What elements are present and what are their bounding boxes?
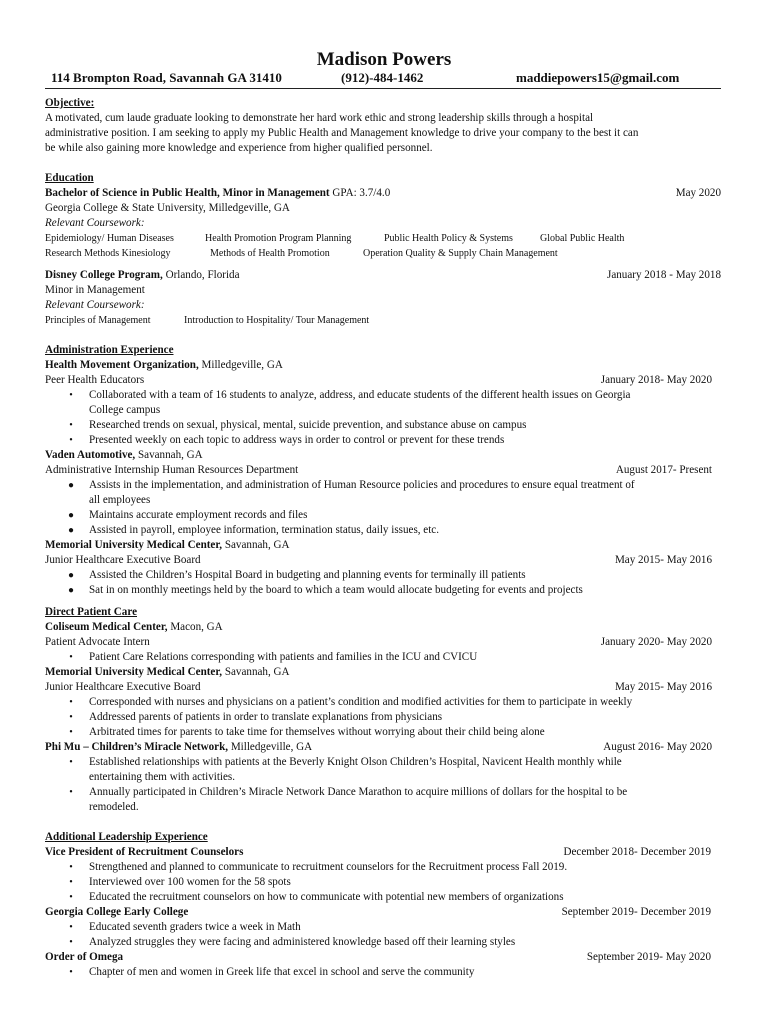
job-date: December 2018- December 2019 [563,846,711,858]
job-location: Savannah, GA [137,449,203,461]
job-header-row [45,905,721,920]
bullet-text: Assisted the Children’s Hospital Board in budgeting and planning events for terminally ill patients [89,569,526,581]
job-bullet-list [45,860,721,905]
job-bullet-item [45,568,721,583]
bullet-text: Sat in on monthly meetings held by the board to which a team would allocate budgeting for events and projects [89,584,583,596]
job-bullet-list [45,755,721,815]
objective-section [45,96,721,156]
bullet-text: Analyzed struggles they were facing and administered knowledge based off their learning styles [89,936,516,948]
job-organization: Vice President of Recruitment Counselors [45,846,244,858]
job-bullet-list [45,568,721,598]
program-minor: Minor in Management [45,284,145,296]
bullet-icon: ● [67,480,75,491]
bullet-text: Arbitrated times for parents to take time for themselves without worrying about their child being alone [89,726,545,738]
job-date: September 2019- May 2020 [586,951,711,963]
job-bullet-list [45,478,721,538]
job-date: August 2016- May 2020 [603,741,712,753]
job-bullet-list [45,650,721,665]
bullet-text: Presented weekly on each topic to address ways in order to control or prevent for these trends [89,434,505,446]
job-header-row [45,665,721,680]
objective-line: administrative position. I am seeking to apply my Public Health and Management knowledge to drive your company to the best it can [45,127,639,139]
bullet-text: Assisted in payroll, employee information, termination status, daily issues, etc. [89,524,440,536]
job-bullet-item [45,710,721,725]
contact-phone: (912)-484-1462 [341,70,424,85]
bullet-text: Educated seventh graders twice a week in Math [89,921,301,933]
degree-title: Bachelor of Science in Public Health, Minor in Management [45,187,330,199]
bullet-icon: • [69,967,73,978]
job-organization: Vaden Automotive, [45,449,136,461]
coursework-label: Relevant Coursework: [45,217,145,229]
job-bullet-item [45,523,721,538]
bullet-icon: • [69,877,73,888]
job-location: Macon, GA [170,621,223,633]
degree-date: May 2020 [675,187,721,199]
course-item: Epidemiology/ Human Diseases [45,233,174,244]
job-organization: Coliseum Medical Center, [45,621,168,633]
header-divider [45,88,721,89]
job-role: Peer Health Educators [45,374,145,386]
job-role: Junior Healthcare Executive Board [45,681,201,693]
bullet-text: Chapter of men and women in Greek life that excel in school and serve the community [89,966,475,978]
job-bullet-item [45,433,721,448]
applicant-name: Madison Powers [316,49,452,70]
direct-care-heading: Direct Patient Care [45,606,137,618]
job-date: August 2017- Present [615,464,712,476]
job-bullet-item [45,725,721,740]
job-role-row [45,373,721,388]
bullet-text: remodeled. [89,801,139,813]
education-heading: Education [45,172,94,184]
resume-body [45,96,721,980]
objective-line: be while also gaining more knowledge and experience from higher qualified personnel. [45,142,433,154]
bullet-text: Maintains accurate employment records and files [89,509,308,521]
job-bullet-item [45,785,721,815]
job-header-row [45,538,721,553]
bullet-text: Corresponded with nurses and physicians on a patient’s condition and modified activities for them to participate in weekly [89,696,633,708]
job-bullet-item [45,875,721,890]
education-program-row [45,268,721,283]
course-item: Operation Quality & Supply Chain Management [363,248,558,259]
program-location: Orlando, Florida [165,269,240,281]
job-header-row [45,448,721,463]
bullet-text: Collaborated with a team of 16 students to analyze, address, and educate students of the different health issues on Georgia [89,389,631,401]
contact-line [0,69,768,87]
coursework-row [45,246,721,261]
bullet-text: Annually participated in Children’s Miracle Network Dance Marathon to acquire millions of dollars for the hospital to be [89,786,628,798]
job-organization: Georgia College Early College [45,906,189,918]
job-header-row [45,950,721,965]
job-role-row [45,553,721,568]
bullet-text: Assists in the implementation, and administration of Human Resource policies and procedures to ensure equal treatment of [89,479,635,491]
bullet-icon: • [69,862,73,873]
coursework-label: Relevant Coursework: [45,299,145,311]
bullet-icon: • [69,937,73,948]
bullet-icon: • [69,787,73,798]
bullet-icon: • [69,435,73,446]
job-header-row [45,845,721,860]
job-bullet-item [45,755,721,785]
job-bullet-item [45,583,721,598]
job-role-row [45,680,721,695]
course-item: Principles of Management [45,315,151,326]
job-date: January 2020- May 2020 [600,636,712,648]
bullet-icon: • [69,757,73,768]
bullet-text: all employees [89,494,151,506]
contact-address: 114 Brompton Road, Savannah GA 31410 [51,70,282,85]
admin-experience-section [45,343,721,598]
job-bullet-item [45,650,721,665]
education-section [45,171,721,328]
bullet-icon: • [69,697,73,708]
objective-heading: Objective: [45,97,95,109]
job-bullet-item [45,388,721,418]
job-role-row [45,635,721,650]
job-location: Milledgeville, GA [201,359,283,371]
bullet-icon: ● [67,585,75,596]
bullet-text: entertaining them with activities. [89,771,236,783]
job-header-row [45,620,721,635]
job-location: Savannah, GA [224,666,290,678]
job-role: Patient Advocate Intern [45,636,150,648]
coursework-row [45,231,721,246]
job-bullet-list [45,388,721,448]
course-item: Global Public Health [540,233,625,244]
job-bullet-item [45,860,721,875]
job-bullet-item [45,695,721,710]
job-bullet-item [45,508,721,523]
bullet-icon: • [69,420,73,431]
bullet-icon: • [69,390,73,401]
job-bullet-item [45,890,721,905]
job-location: Milledgeville, GA [230,741,313,753]
bullet-text: Researched trends on sexual, physical, mental, suicide prevention, and substance abuse on campus [89,419,527,431]
course-item: Introduction to Hospitality/ Tour Management [184,315,370,326]
bullet-icon: • [69,922,73,933]
job-bullet-list [45,965,721,980]
job-location: Savannah, GA [224,539,290,551]
leadership-heading: Additional Leadership Experience [45,831,208,843]
course-item: Health Promotion Program Planning [205,233,352,244]
leadership-section [45,830,721,980]
coursework-row [45,313,721,328]
job-organization: Memorial University Medical Center, [45,666,223,678]
bullet-icon: ● [67,525,75,536]
job-role-row [45,463,721,478]
job-date: January 2018- May 2020 [600,374,712,386]
bullet-icon: ● [67,570,75,581]
contact-email: maddiepowers15@gmail.com [516,70,680,85]
school-name: Georgia College & State University, Milledgeville, GA [45,202,290,214]
job-organization: Memorial University Medical Center, [45,539,223,551]
job-header-row [45,740,721,755]
job-role: Junior Healthcare Executive Board [45,554,201,566]
job-date: May 2015- May 2016 [614,681,712,693]
bullet-text: Addressed parents of patients in order to translate explanations from physicians [89,711,443,723]
job-date: September 2019- December 2019 [561,906,711,918]
bullet-text: Educated the recruitment counselors on how to communicate with potential new members of organizations [89,891,564,903]
direct-care-section [45,605,721,815]
job-bullet-item [45,478,721,508]
job-date: May 2015- May 2016 [614,554,712,566]
program-title: Disney College Program, [45,269,163,281]
job-organization: Order of Omega [45,951,124,963]
bullet-icon: • [69,712,73,723]
job-organization: Phi Mu – Children’s Miracle Network, [45,741,229,753]
job-organization: Health Movement Organization, [45,359,199,371]
job-header-row [45,358,721,373]
education-degree-row [45,186,721,201]
bullet-icon: • [69,892,73,903]
bullet-icon: ● [67,510,75,521]
job-bullet-item [45,965,721,980]
bullet-text: Strengthened and planned to communicate to recruitment counselors for the Recruitment process Fall 2019. [89,861,568,873]
objective-line: A motivated, cum laude graduate looking to demonstrate her hard work ethic and strong leadership skills through a hospital [45,112,594,124]
course-item: Public Health Policy & Systems [384,233,513,244]
job-bullet-item [45,920,721,935]
program-date: January 2018 - May 2018 [607,269,721,281]
bullet-text: Interviewed over 100 women for the 58 spots [89,876,291,888]
admin-experience-heading: Administration Experience [45,344,174,356]
bullet-icon: • [69,652,73,663]
bullet-text: College campus [89,404,161,416]
course-item: Methods of Health Promotion [210,248,330,259]
job-bullet-item [45,418,721,433]
bullet-text: Established relationships with patients at the Beverly Knight Olson Children’s Hospital, Navicent Health monthly while [89,756,622,768]
bullet-text: Patient Care Relations corresponding with patients and families in the ICU and CVICU [89,651,478,663]
job-bullet-list [45,920,721,950]
job-bullet-list [45,695,721,740]
bullet-icon: • [69,727,73,738]
job-bullet-item [45,935,721,950]
course-item: Research Methods Kinesiology [45,248,171,259]
job-role: Administrative Internship Human Resources Department [45,464,299,476]
gpa: GPA: 3.7/4.0 [332,187,391,199]
